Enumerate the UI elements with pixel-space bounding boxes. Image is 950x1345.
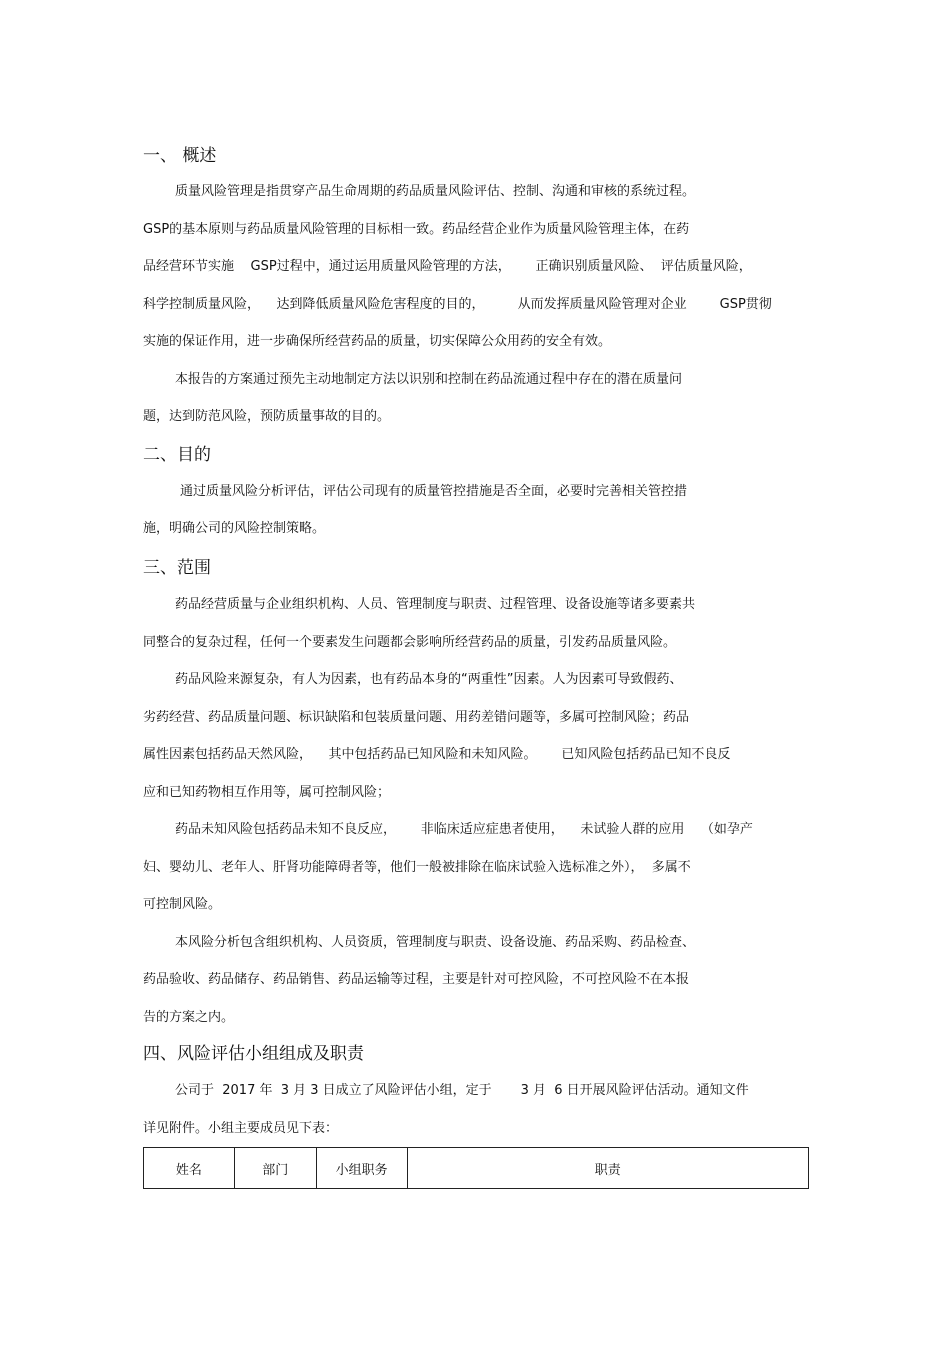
- paragraph-line: 应和已知药物相互作用等，属可控制风险；: [143, 785, 391, 800]
- paragraph-line: 本风险分析包含组织机构、人员资质，管理制度与职责、设备设施、药品采购、药品检查、: [175, 935, 696, 950]
- heading-team: 四、风险评估小组组成及职责: [143, 1044, 364, 1064]
- paragraph-line: 妇、婴幼儿、老年人、肝肾功能障碍者等，他们一般被排除在临床试验入选标准之外）， 多属不: [143, 860, 691, 875]
- paragraph-line: 属性因素包括药品天然风险， 其中包括药品已知风险和未知风险。 已知风险包括药品已知不良反: [143, 747, 731, 762]
- column-header-duties: 职责: [407, 1148, 808, 1189]
- paragraph-line: 本报告的方案通过预先主动地制定方法以识别和控制在药品流通过程中存在的潜在质量问: [175, 372, 683, 387]
- paragraph-line: 详见附件。小组主要成员见下表：: [143, 1121, 339, 1136]
- paragraph-line: 同整合的复杂过程，任何一个要素发生问题都会影响所经营药品的质量，引发药品质量风险。: [143, 635, 677, 650]
- paragraph-line: 药品经营质量与企业组织机构、人员、管理制度与职责、过程管理、设备设施等诸多要素共: [175, 597, 696, 612]
- paragraph-line: 通过质量风险分析评估，评估公司现有的质量管控措施是否全面，必要时完善相关管控措: [180, 484, 688, 499]
- paragraph-line: 可控制风险。: [143, 897, 222, 912]
- paragraph-line: 药品未知风险包括药品未知不良反应， 非临床适应症患者使用， 未试验人群的应用 （如孕产: [175, 822, 753, 837]
- paragraph-line: 品经营环节实施 GSP过程中，通过运用质量风险管理的方法， 正确识别质量风险、 评估质量风险，: [143, 259, 752, 274]
- paragraph-line: 告的方案之内。: [143, 1010, 235, 1025]
- paragraph-line: 药品验收、药品储存、药品销售、药品运输等过程，主要是针对可控风险，不可控风险不在本报: [143, 972, 690, 987]
- column-header-name: 姓名: [144, 1148, 235, 1189]
- paragraph-line: GSP的基本原则与药品质量风险管理的目标相一致。药品经营企业作为质量风险管理主体，在药: [143, 222, 690, 237]
- paragraph-line: 质量风险管理是指贯穿产品生命周期的药品质量风险评估、控制、沟通和审核的系统过程。: [175, 184, 696, 199]
- paragraph-line: 题，达到防范风险，预防质量事故的目的。: [143, 409, 391, 424]
- heading-purpose: 二、目的: [143, 445, 211, 465]
- paragraph-line: 公司于 2017 年 3 月 3 日成立了风险评估小组，定于 3 月 6 日开展风险评估活动。通知文件: [175, 1083, 749, 1098]
- column-header-team-role: 小组职务: [316, 1148, 407, 1189]
- team-members-table: [143, 1147, 809, 1189]
- heading-scope: 三、范围: [143, 558, 211, 578]
- heading-overview: 一、 概述: [143, 146, 217, 166]
- paragraph-line: 劣药经营、药品质量问题、标识缺陷和包装质量问题、用药差错问题等，多属可控制风险；药品: [143, 710, 690, 725]
- paragraph-line: 药品风险来源复杂，有人为因素，也有药品本身的“两重性”因素。人为因素可导致假药、: [175, 672, 683, 687]
- paragraph-line: 实施的保证作用，进一步确保所经营药品的质量，切实保障公众用药的安全有效。: [143, 334, 612, 349]
- table-header-row: [144, 1148, 809, 1189]
- column-header-department: 部门: [234, 1148, 316, 1189]
- paragraph-line: 施，明确公司的风险控制策略。: [143, 521, 326, 536]
- paragraph-line: 科学控制质量风险， 达到降低质量风险危害程度的目的， 从而发挥质量风险管理对企业 GSP贯彻: [143, 297, 772, 312]
